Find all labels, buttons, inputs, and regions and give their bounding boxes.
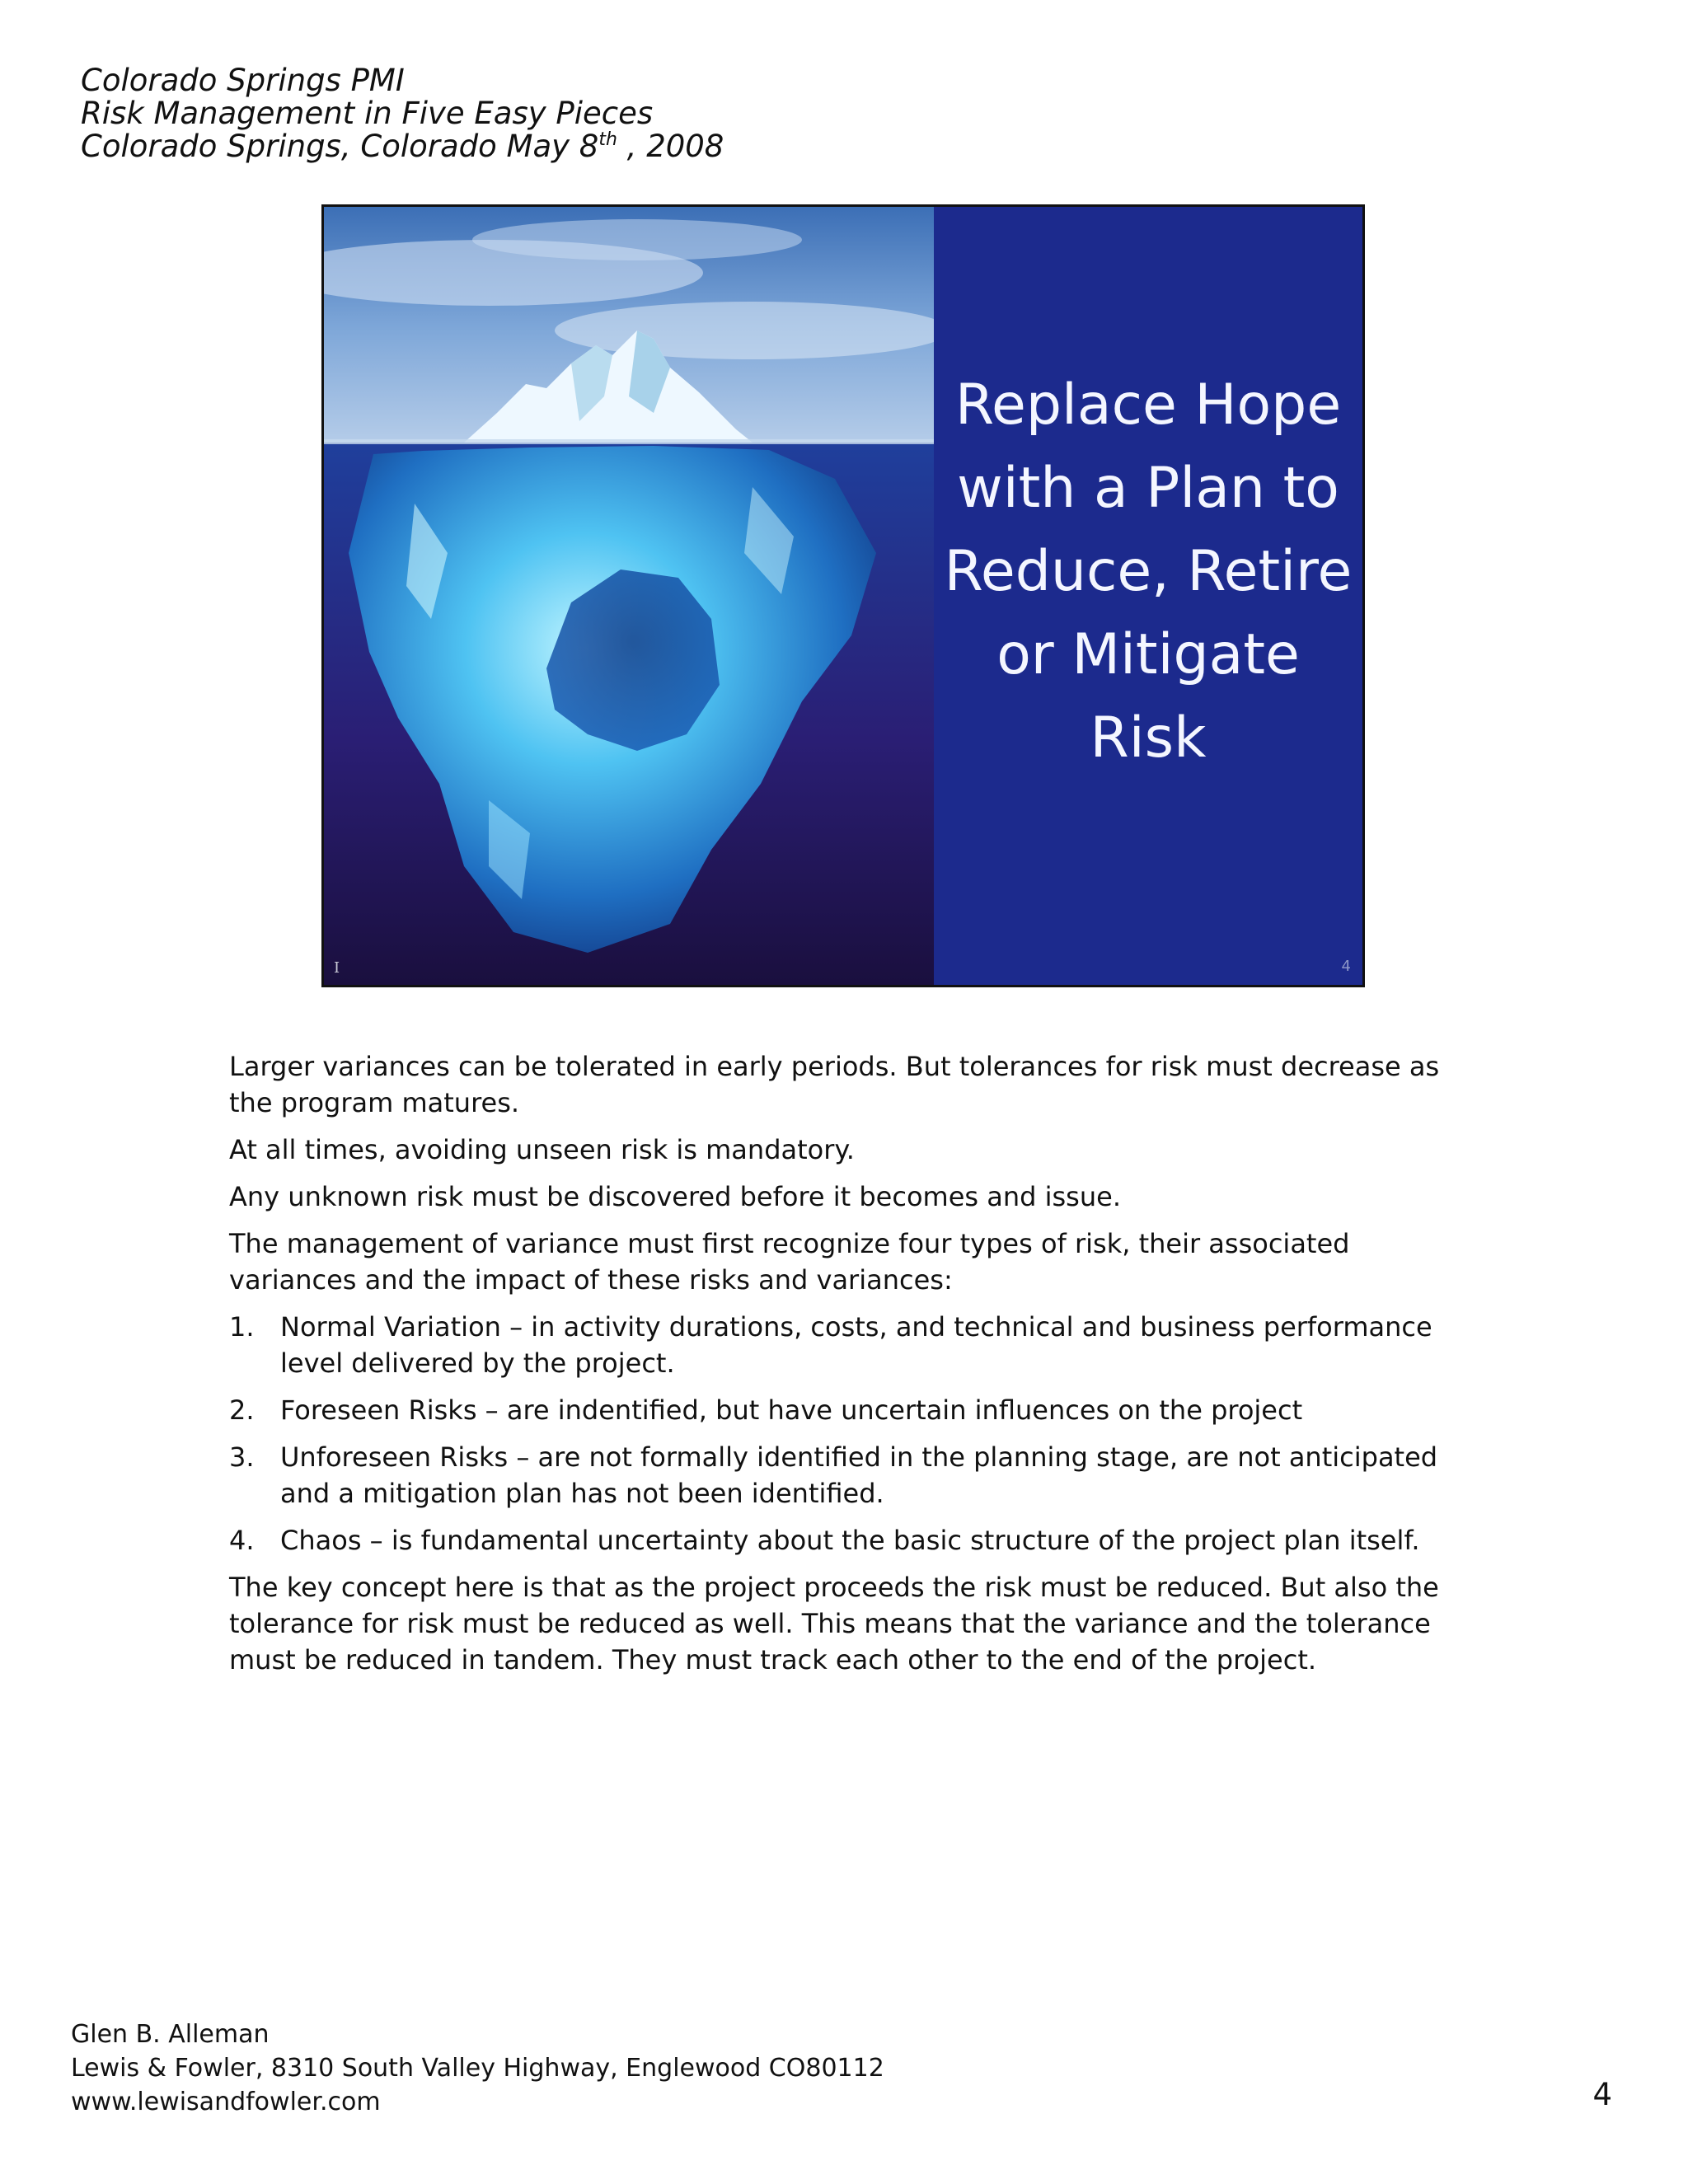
slide-number: 4	[1341, 958, 1351, 975]
footer-author: Glen B. Alleman	[71, 2020, 270, 2049]
body-text	[229, 1048, 1465, 1689]
document-footer	[71, 2018, 884, 2119]
header-location-date: Colorado Springs, Colorado May 8th , 2008	[81, 129, 724, 164]
list-item: 3. Unforeseen Risks – are not formally identified in the planning stage, are not anticipated and a mitigation plan has not been identified.	[229, 1441, 1438, 1509]
paragraph: Larger variances can be tolerated in early periods. But tolerances for risk must decrease as the program matures.	[229, 1051, 1440, 1118]
slide-corner-mark: I	[334, 959, 340, 977]
header-title: Risk Management in Five Easy Pieces	[81, 96, 654, 131]
list-item: 1. Normal Variation – in activity durations, costs, and technical and business performance level delivered by the project.	[229, 1311, 1432, 1379]
list-item: 2. Foreseen Risks – are indentified, but have uncertain influences on the project	[229, 1394, 1303, 1426]
document-header	[81, 64, 724, 163]
footer-website: www.lewisandfowler.com	[71, 2088, 381, 2116]
iceberg-image	[324, 207, 934, 985]
risk-types-list	[229, 1309, 1465, 1558]
slide-text-panel	[934, 207, 1362, 985]
paragraph: At all times, avoiding unseen risk is mandatory.	[229, 1134, 855, 1165]
footer-address: Lewis & Fowler, 8310 South Valley Highway, Englewood CO80112	[71, 2054, 884, 2083]
paragraph: The key concept here is that as the project proceeds the risk must be reduced. But also the tolerance for risk must be reduced as well. This means that the variance and the tolerance must be reduced in tandem. They must track each other to the end of the project.	[229, 1572, 1439, 1675]
page-number: 4	[1592, 2077, 1612, 2112]
paragraph: Any unknown risk must be discovered before it becomes and issue.	[229, 1181, 1121, 1212]
slide-title: Replace Hope with a Plan to Reduce, Retire or Mitigate Risk	[944, 372, 1353, 771]
slide-thumbnail	[321, 204, 1365, 987]
header-org: Colorado Springs PMI	[81, 63, 405, 98]
list-item: 4. Chaos – is fundamental uncertainty about the basic structure of the project plan itself.	[229, 1525, 1420, 1556]
paragraph: The management of variance must first recognize four types of risk, their associated variances and the impact of these risks and variances:	[229, 1228, 1350, 1296]
